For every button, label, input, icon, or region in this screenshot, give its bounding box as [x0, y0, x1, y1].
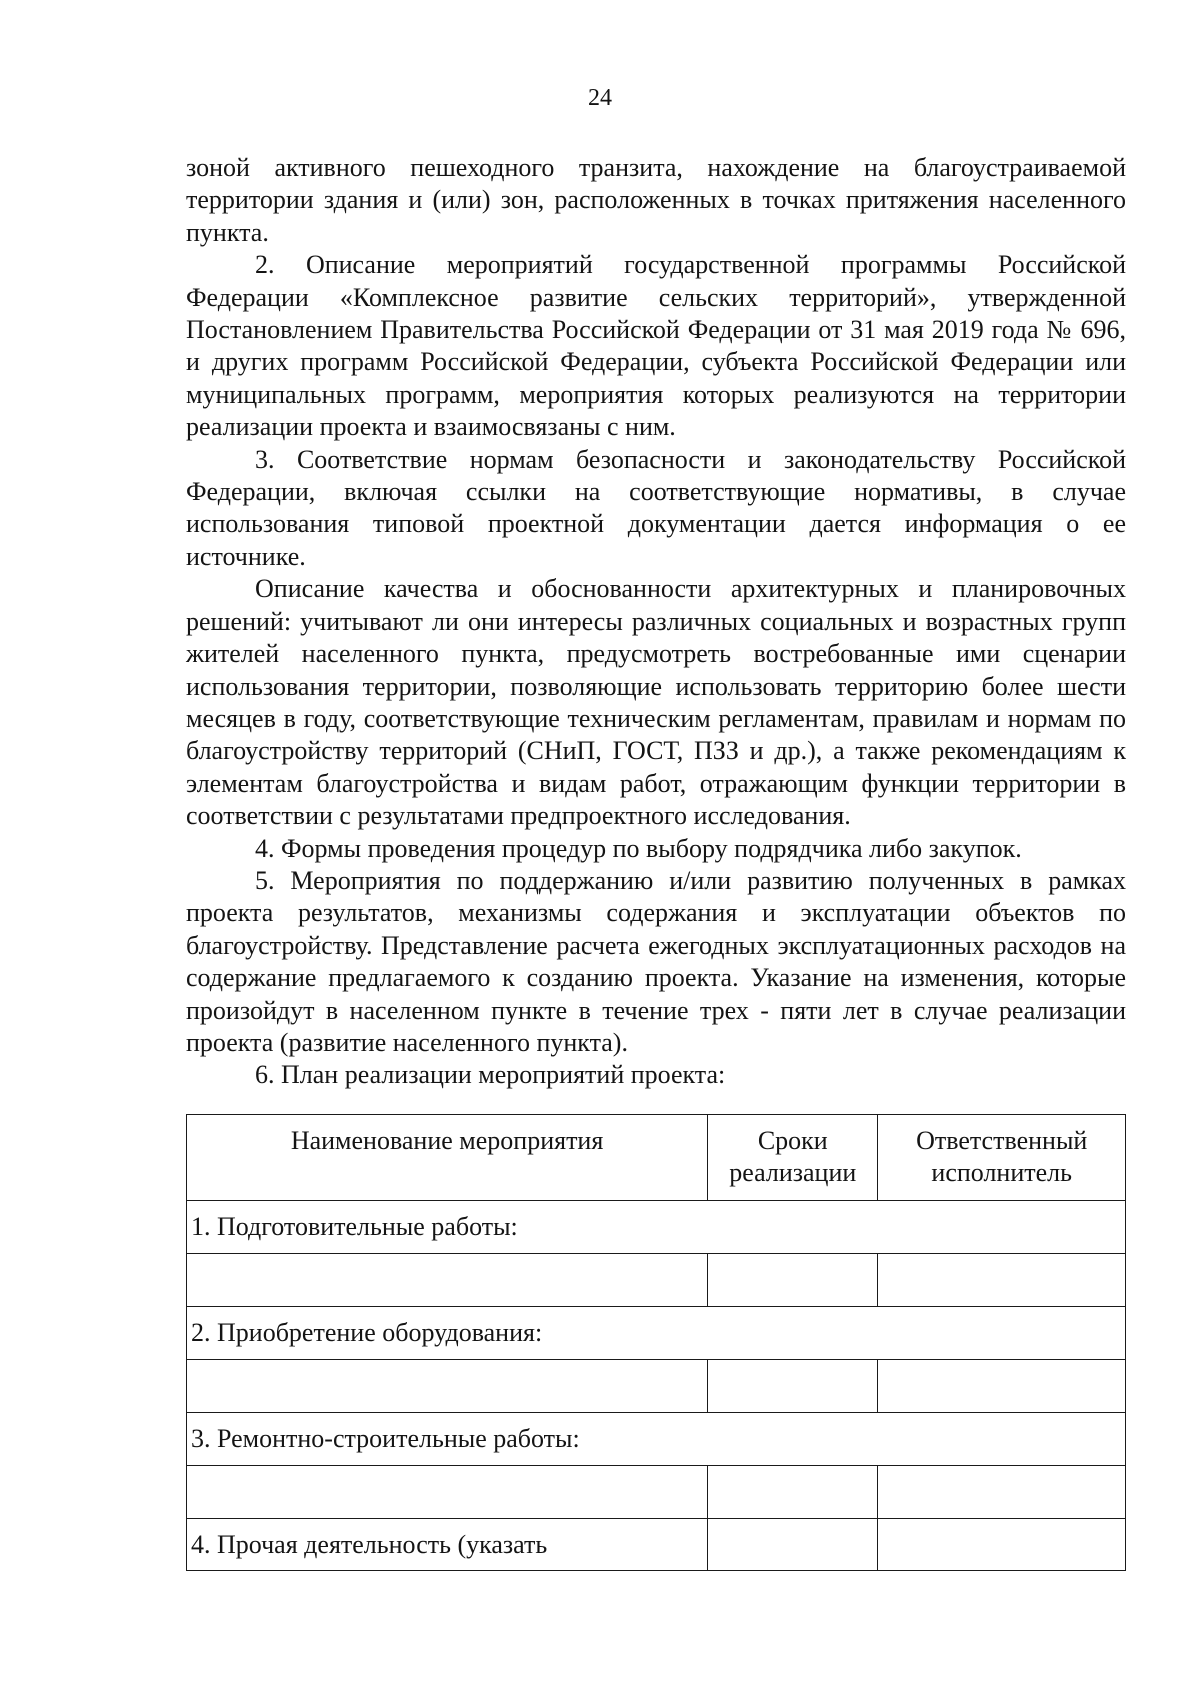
paragraph-architecture: Описание качества и обоснованности архитектурных и планировочных решений: учитывают ли они интересы различных социальных и возрастных групп жителей населенного пункта, предусмотреть востребованные ими сценарии использования территории, позволяющие использовать территорию более шести месяцев в году, соответствующие техническим регламентам, правилам и нормам по благоустройству территорий (СНиП, ГОСТ, ПЗЗ и др.), а также рекомендациям к элементам благоустройства и видам работ, отражающим функции территории в соответствии с результатами предпроектного исследования.	[186, 574, 1126, 831]
table-section-row	[187, 1201, 1126, 1254]
paragraph-item-4: 4. Формы проведения процедур по выбору подрядчика либо закупок.	[255, 833, 1022, 863]
table-cell-empty	[878, 1519, 1126, 1571]
table-cell-empty	[708, 1254, 878, 1307]
table-cell-empty	[878, 1254, 1126, 1307]
paragraph-item-5: 5. Мероприятия по поддержанию и/или развитию полученных в рамках проекта результатов, механизмы содержания и эксплуатации объектов по благоустройству. Представление расчета ежегодных эксплуатационных расходов на содержание предлагаемого к созданию проекта. Указание на изменения, которые произойдут в населенном пункте в течение трех - пяти лет в случае реализации проекта (развитие населенного пункта).	[186, 865, 1126, 1057]
section-other-activity: 4. Прочая деятельность (указать	[187, 1519, 708, 1571]
table-cell-empty	[187, 1360, 708, 1413]
table-section-row	[187, 1307, 1126, 1360]
table-section-row	[187, 1413, 1126, 1466]
table-cell-empty	[708, 1519, 878, 1571]
table-cell-empty	[878, 1360, 1126, 1413]
page-number: 24	[588, 85, 612, 111]
table-cell-empty	[187, 1254, 708, 1307]
paragraph-item-6: 6. План реализации мероприятий проекта:	[255, 1060, 726, 1090]
document-body	[186, 152, 1126, 1092]
section-equipment-purchase: 2. Приобретение оборудования:	[187, 1307, 1126, 1360]
table-row	[187, 1519, 1126, 1571]
section-construction-works: 3. Ремонтно-строительные работы:	[187, 1413, 1126, 1466]
paragraph-continuation: зоной активного пешеходного транзита, нахождение на благоустраиваемой территории здания и (или) зон, расположенных в точках притяжения населенного пункта.	[186, 153, 1126, 247]
table-cell-empty	[708, 1360, 878, 1413]
paragraph-item-3: 3. Соответствие нормам безопасности и законодательству Российской Федерации, включая ссылки на соответствующие нормативы, в случае использования типовой проектной документации дается информация о ее источнике.	[186, 444, 1126, 571]
header-timeline: Сроки реализации	[708, 1115, 878, 1201]
table-row	[187, 1254, 1126, 1307]
table-header-row	[187, 1115, 1126, 1201]
table-row	[187, 1466, 1126, 1519]
header-activity-name: Наименование мероприятия	[187, 1115, 708, 1201]
paragraph-item-2: 2. Описание мероприятий государственной программы Российской Федерации «Комплексное развитие сельских территорий», утвержденной Постановлением Правительства Российской Федерации от 31 мая 2019 года № 696, и других программ Российской Федерации, субъекта Российской Федерации или муниципальных программ, мероприятия которых реализуются на территории реализации проекта и взаимосвязаны с ним.	[186, 250, 1126, 442]
implementation-plan-table	[186, 1114, 1126, 1571]
header-responsible: Ответственный исполнитель	[878, 1115, 1126, 1201]
section-preparatory-works: 1. Подготовительные работы:	[187, 1201, 1126, 1254]
table-row	[187, 1360, 1126, 1413]
table-cell-empty	[878, 1466, 1126, 1519]
table-cell-empty	[187, 1466, 708, 1519]
table-cell-empty	[708, 1466, 878, 1519]
